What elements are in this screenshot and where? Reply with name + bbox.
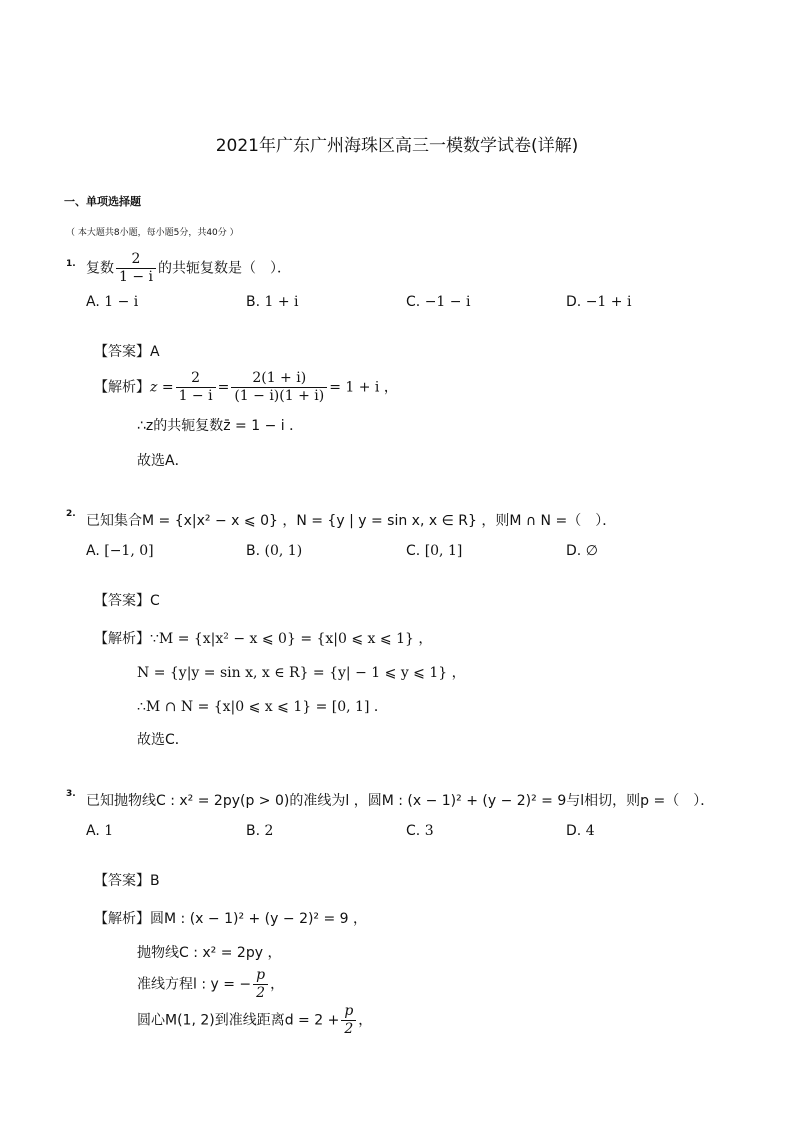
analysis-line: ∴z的共轭复数z̄ = 1 − i ．	[137, 418, 304, 434]
answer: 【答案】B	[94, 873, 160, 889]
option-label: B.	[246, 543, 261, 559]
option-c	[406, 823, 434, 839]
fraction-denominator: (1 − i)(1 + i)	[234, 388, 325, 404]
answer: 【答案】A	[94, 344, 160, 360]
math: 准线方程l : y = −	[137, 976, 252, 993]
option-c	[406, 543, 462, 559]
question-number: 3.	[66, 789, 76, 799]
section-note: （ 本大题共8小题，每小题5分，共40分 ）	[66, 228, 239, 238]
option-a	[86, 543, 154, 559]
option-d	[566, 543, 598, 559]
analysis-line	[137, 967, 284, 1002]
option-label: B.	[246, 294, 261, 310]
analysis-line	[94, 908, 367, 928]
option-d	[566, 294, 631, 310]
option-c	[406, 294, 470, 310]
option-value: ∅	[585, 543, 598, 559]
fraction-denominator: 1 − i	[119, 269, 154, 285]
fraction	[253, 967, 268, 1002]
fraction-denominator: 1 − i	[178, 388, 213, 404]
option-value: (0, 1)	[264, 543, 303, 559]
option-value: −1 + i	[585, 294, 632, 310]
fraction-numerator: 2	[176, 370, 216, 388]
fraction	[231, 370, 327, 405]
fraction-numerator: 2(1 + i)	[231, 370, 327, 388]
question-2-stem: 已知集合M = {x|x² − x ⩽ 0} ，N = {y | y = sin x, x ∈ R} ，则M ∩ N =（ ）．	[86, 513, 617, 529]
option-d	[566, 823, 595, 839]
stem-tail: 的共轭复数是（ ）．	[158, 260, 292, 277]
fraction	[116, 251, 156, 286]
fraction-numerator: p	[253, 967, 268, 985]
fraction-denominator: 2	[344, 1021, 354, 1037]
math: = 1 + i ，	[329, 379, 398, 396]
option-value: 1	[104, 823, 114, 839]
question-1-stem	[86, 251, 291, 286]
option-b	[246, 543, 302, 559]
analysis-label: 【解析】	[94, 631, 150, 647]
option-value: 1 − i	[104, 294, 139, 310]
math: 圆M : (x − 1)² + (y − 2)² = 9 ，	[150, 911, 368, 927]
option-label: D.	[566, 823, 582, 839]
option-value: −1 − i	[424, 294, 471, 310]
fraction-denominator: 2	[256, 985, 266, 1001]
analysis-line	[94, 370, 398, 405]
option-value: 2	[264, 823, 274, 839]
answer: 【答案】C	[94, 593, 160, 609]
option-label: D.	[566, 294, 582, 310]
page-title: 2021年广东广州海珠区高三一模数学试卷(详解)	[215, 136, 579, 156]
option-label: C.	[406, 294, 421, 310]
math: ，	[270, 976, 285, 993]
fraction-numerator: 2	[116, 251, 156, 269]
fraction	[341, 1003, 356, 1038]
analysis-label: 【解析】	[94, 911, 150, 927]
analysis-label: 【解析】	[94, 379, 150, 396]
math: ∵M = {x|x² − x ⩽ 0} = {x|0 ⩽ x ⩽ 1} ，	[150, 631, 433, 647]
question-number: 1.	[66, 259, 76, 269]
analysis-line: 抛物线C : x² = 2py ，	[137, 945, 282, 961]
option-label: A.	[86, 823, 100, 839]
option-value: [−1, 0]	[104, 543, 154, 559]
option-label: C.	[406, 543, 421, 559]
analysis-line	[137, 1003, 372, 1038]
stem-lead: 复数	[86, 260, 114, 277]
question-number: 2.	[66, 509, 76, 519]
analysis-line	[94, 628, 432, 648]
math: 圆心M(1, 2)到准线距离d = 2 +	[137, 1012, 340, 1029]
option-a	[86, 294, 138, 310]
math: ，	[358, 1012, 373, 1029]
analysis-line: 故选A．	[137, 453, 189, 469]
option-value: 3	[424, 823, 434, 839]
option-b	[246, 823, 273, 839]
option-b	[246, 294, 299, 310]
option-label: A.	[86, 294, 100, 310]
option-a	[86, 823, 113, 839]
option-value: [0, 1]	[424, 543, 463, 559]
analysis-line: N = {y|y = sin x, x ∈ R} = {y| − 1 ⩽ y ⩽ 1} ，	[137, 665, 466, 681]
fraction	[176, 370, 216, 405]
option-label: D.	[566, 543, 582, 559]
option-value: 4	[585, 823, 595, 839]
option-value: 1 + i	[264, 294, 299, 310]
math: =	[217, 379, 230, 396]
section-heading: 一、单项选择题	[64, 195, 141, 208]
analysis-line: ∴M ∩ N = {x|0 ⩽ x ⩽ 1} = [0, 1] ．	[137, 699, 388, 715]
option-label: A.	[86, 543, 100, 559]
analysis-line: 故选C．	[137, 732, 189, 748]
option-label: B.	[246, 823, 261, 839]
fraction-numerator: p	[341, 1003, 356, 1021]
question-3-stem: 已知抛物线C : x² = 2py(p > 0)的准线为l ，圆M : (x − 1)² + (y − 2)² = 9与l相切，则p =（ ）．	[86, 793, 715, 809]
option-label: C.	[406, 823, 421, 839]
math: z =	[150, 379, 174, 396]
